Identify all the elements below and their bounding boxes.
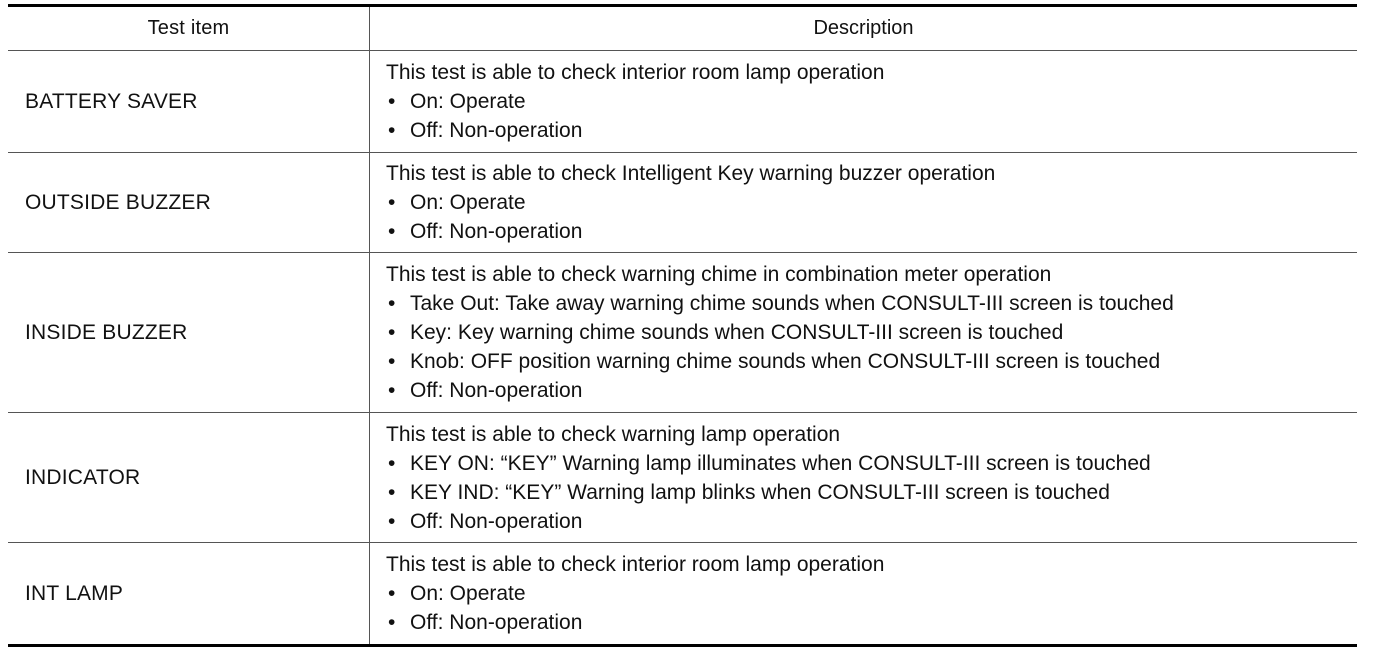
- bullet-icon: •: [388, 220, 396, 243]
- bullet-icon: •: [388, 509, 396, 533]
- bullet-icon: •: [388, 611, 396, 634]
- description-intro: This test is able to check interior room lamp operation: [386, 553, 885, 576]
- bullet-icon: •: [388, 119, 396, 142]
- bullet-text: Off: Non-operation: [410, 509, 583, 533]
- description-bullet: [386, 217, 1357, 246]
- bullet-text: Off: Non-operation: [410, 119, 583, 142]
- description-bullet: [386, 87, 1357, 116]
- bullet-text: Off: Non-operation: [410, 379, 583, 402]
- bullet-text: Take Out: Take away warning chime sounds when CONSULT-III screen is touched: [410, 292, 1174, 315]
- description-intro: This test is able to check interior room lamp operation: [386, 61, 885, 84]
- bullet-icon: •: [388, 191, 396, 214]
- bullet-text: On: Operate: [410, 582, 526, 605]
- header-test-item: Test item: [8, 7, 370, 50]
- description-bullet: [386, 376, 1357, 405]
- bullet-icon: •: [388, 321, 396, 344]
- description-cell: [370, 543, 1357, 644]
- bullet-icon: •: [388, 451, 396, 475]
- description-bullet: [386, 608, 1357, 637]
- bullet-icon: •: [388, 90, 396, 113]
- test-item-cell: INSIDE BUZZER: [8, 253, 370, 412]
- bullet-text: KEY IND: “KEY” Warning lamp blinks when CONSULT-III screen is touched: [410, 480, 1110, 504]
- table-header-row: [8, 7, 1357, 51]
- bullet-text: KEY ON: “KEY” Warning lamp illuminates when CONSULT-III screen is touched: [410, 451, 1151, 475]
- description-intro: This test is able to check warning chime in combination meter operation: [386, 263, 1052, 286]
- table-row: [8, 253, 1357, 413]
- bullet-icon: •: [388, 582, 396, 605]
- description-bullet: [386, 507, 1357, 536]
- test-item-cell: OUTSIDE BUZZER: [8, 153, 370, 252]
- description-cell: [370, 413, 1357, 542]
- description-bullet: [386, 449, 1357, 478]
- description-bullet: [386, 289, 1357, 318]
- description-intro: This test is able to check Intelligent Key warning buzzer operation: [386, 162, 996, 185]
- description-intro: This test is able to check warning lamp operation: [386, 422, 841, 446]
- test-item-cell: INDICATOR: [8, 413, 370, 542]
- description-cell: [370, 51, 1357, 152]
- table-row: [8, 543, 1357, 644]
- test-item-cell: INT LAMP: [8, 543, 370, 644]
- description-bullet: [386, 318, 1357, 347]
- test-item-table: [8, 4, 1357, 647]
- test-item-cell: BATTERY SAVER: [8, 51, 370, 152]
- bullet-icon: •: [388, 379, 396, 402]
- description-bullet: [386, 579, 1357, 608]
- bullet-text: Key: Key warning chime sounds when CONSULT-III screen is touched: [410, 321, 1064, 344]
- table-row: [8, 413, 1357, 543]
- header-description: Description: [813, 17, 914, 39]
- bullet-text: On: Operate: [410, 191, 526, 214]
- table-row: [8, 51, 1357, 153]
- description-bullet: [386, 347, 1357, 376]
- description-cell: [370, 153, 1357, 252]
- bullet-text: Off: Non-operation: [410, 611, 583, 634]
- bullet-icon: •: [388, 350, 396, 373]
- bullet-icon: •: [388, 292, 396, 315]
- description-bullet: [386, 116, 1357, 145]
- bullet-icon: •: [388, 480, 396, 504]
- description-cell: [370, 253, 1357, 412]
- bullet-text: On: Operate: [410, 90, 526, 113]
- description-bullet: [386, 188, 1357, 217]
- table-row: [8, 153, 1357, 253]
- bullet-text: Knob: OFF position warning chime sounds when CONSULT-III screen is touched: [410, 350, 1161, 373]
- bullet-text: Off: Non-operation: [410, 220, 583, 243]
- description-bullet: [386, 478, 1357, 507]
